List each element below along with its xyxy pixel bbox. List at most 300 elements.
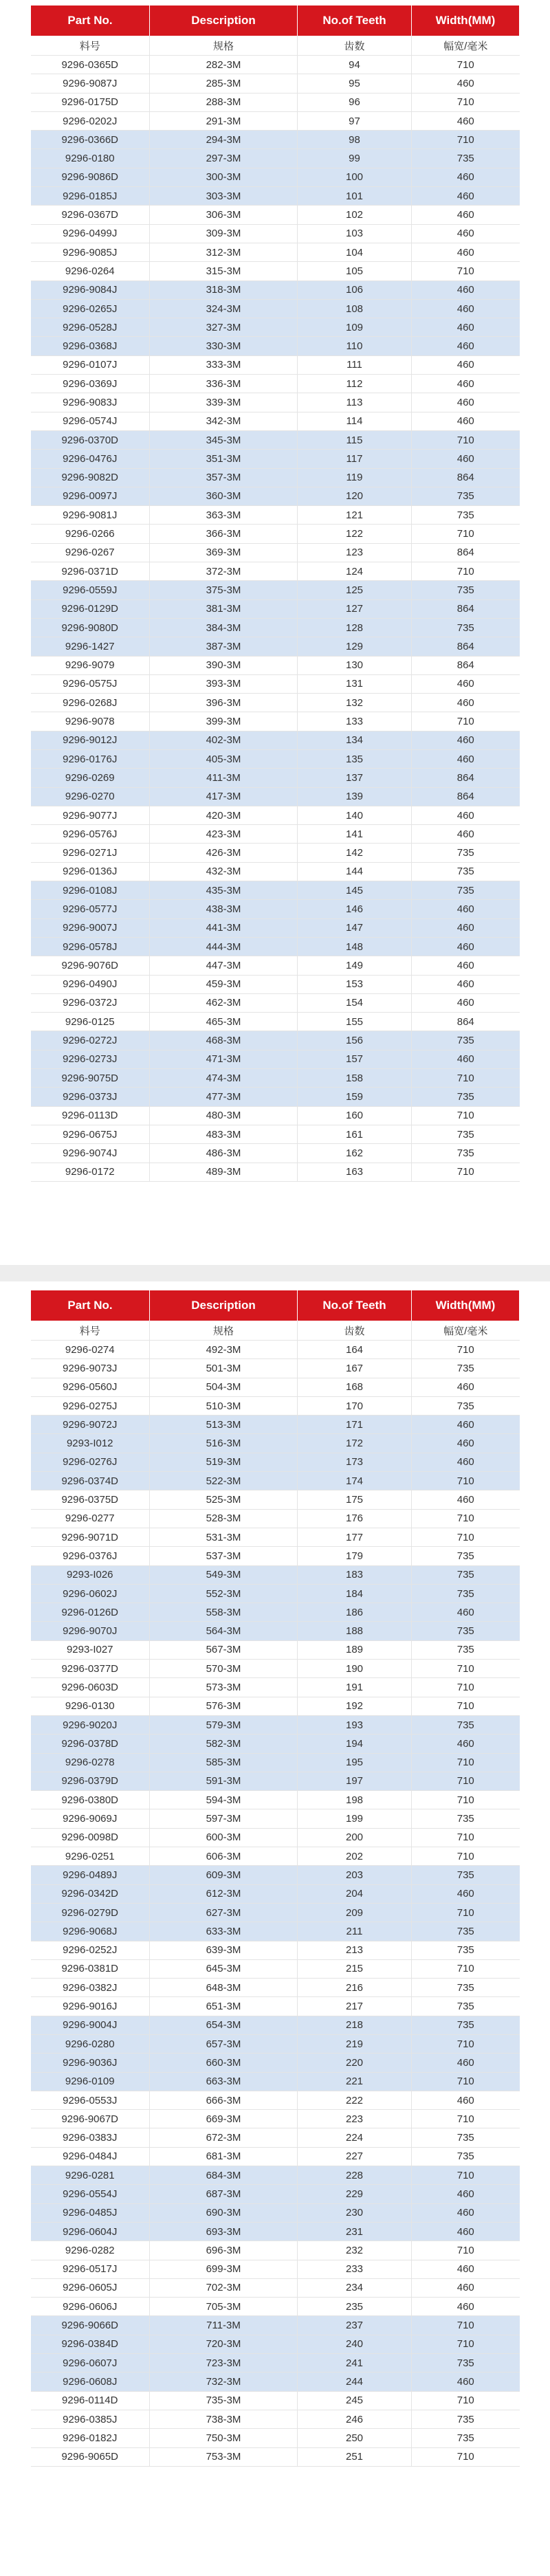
cell-width: 864 (412, 599, 520, 618)
cell-width: 735 (412, 1088, 520, 1106)
table-row (31, 1069, 520, 1088)
cell-description: 702-3M (150, 2278, 298, 2297)
cell-description: 522-3M (150, 1472, 298, 1490)
table-row (31, 900, 520, 918)
cell-width: 460 (412, 1050, 520, 1068)
cell-description: 465-3M (150, 1013, 298, 1031)
cell-width: 460 (412, 299, 520, 318)
table-row (31, 1809, 520, 1828)
cell-part-no: 9296-0603D (31, 1678, 150, 1697)
cell-teeth: 198 (298, 1791, 412, 1809)
cell-part-no: 9296-0607J (31, 2354, 150, 2373)
cell-part-no: 9296-9073J (31, 1359, 150, 1378)
cell-part-no: 9293-I026 (31, 1565, 150, 1584)
cell-width: 735 (412, 618, 520, 637)
cell-teeth: 240 (298, 2335, 412, 2353)
table-row (31, 56, 520, 74)
cell-part-no: 9296-0268J (31, 694, 150, 712)
cell-width: 735 (412, 2147, 520, 2166)
cell-part-no: 9296-0490J (31, 975, 150, 993)
cell-description: 723-3M (150, 2354, 298, 2373)
cell-part-no: 9296-0606J (31, 2298, 150, 2316)
cell-width: 710 (412, 525, 520, 543)
cell-width: 460 (412, 206, 520, 224)
table-row (31, 618, 520, 637)
cell-width: 460 (412, 975, 520, 993)
cell-description: 720-3M (150, 2335, 298, 2353)
cell-width: 710 (412, 712, 520, 731)
cell-part-no: 9296-0097J (31, 487, 150, 505)
cell-width: 735 (412, 1941, 520, 1959)
table-row (31, 787, 520, 806)
table-row (31, 243, 520, 261)
cell-teeth: 110 (298, 337, 412, 355)
table-row (31, 299, 520, 318)
table-row (31, 2185, 520, 2203)
cell-description: 474-3M (150, 1069, 298, 1088)
table-row (31, 543, 520, 562)
cell-description: 750-3M (150, 2429, 298, 2447)
cell-part-no: 9296-9067D (31, 2110, 150, 2128)
cell-part-no: 9296-0382J (31, 1979, 150, 1997)
table-row (31, 694, 520, 712)
cell-description: 327-3M (150, 318, 298, 337)
cell-width: 460 (412, 1416, 520, 1434)
cell-part-no: 9296-9036J (31, 2054, 150, 2072)
cell-part-no: 9296-9020J (31, 1715, 150, 1734)
cell-part-no: 9296-0528J (31, 318, 150, 337)
table-row (31, 1359, 520, 1378)
cell-part-no: 9296-0377D (31, 1660, 150, 1678)
subheader-width: 幅宽/毫米 (412, 36, 520, 56)
cell-width: 460 (412, 2278, 520, 2297)
cell-part-no: 9296-0485J (31, 2203, 150, 2222)
cell-width: 735 (412, 1715, 520, 1734)
cell-part-no: 9296-0281 (31, 2166, 150, 2185)
cell-width: 710 (412, 1106, 520, 1125)
cell-width: 735 (412, 1565, 520, 1584)
header-description: Description (150, 1290, 298, 1321)
cell-description: 510-3M (150, 1396, 298, 1415)
table-row (31, 749, 520, 768)
cell-description: 699-3M (150, 2260, 298, 2278)
cell-width: 710 (412, 2110, 520, 2128)
cell-width: 710 (412, 1472, 520, 1490)
table-row (31, 1979, 520, 1997)
cell-width: 460 (412, 375, 520, 393)
cell-teeth: 222 (298, 2091, 412, 2109)
cell-width: 710 (412, 1163, 520, 1181)
cell-width: 460 (412, 731, 520, 749)
cell-width: 735 (412, 1922, 520, 1941)
cell-teeth: 112 (298, 375, 412, 393)
cell-description: 645-3M (150, 1959, 298, 1978)
cell-part-no: 9296-0265J (31, 299, 150, 318)
table-row (31, 769, 520, 787)
cell-part-no: 9296-0266 (31, 525, 150, 543)
cell-description: 549-3M (150, 1565, 298, 1584)
cell-description: 405-3M (150, 749, 298, 768)
cell-teeth: 140 (298, 806, 412, 824)
cell-teeth: 161 (298, 1125, 412, 1143)
cell-part-no: 9296-0577J (31, 900, 150, 918)
cell-part-no: 9296-9069J (31, 1809, 150, 1828)
cell-part-no: 9296-0272J (31, 1031, 150, 1050)
cell-description: 459-3M (150, 975, 298, 993)
cell-width: 710 (412, 1959, 520, 1978)
table-row (31, 712, 520, 731)
cell-part-no: 9296-0383J (31, 2128, 150, 2147)
table-row (31, 1416, 520, 1434)
cell-part-no: 9296-0267 (31, 543, 150, 562)
table-row (31, 262, 520, 280)
cell-part-no: 9296-9085J (31, 243, 150, 261)
cell-description: 687-3M (150, 2185, 298, 2203)
table-row (31, 1528, 520, 1546)
cell-part-no: 9296-0378D (31, 1735, 150, 1753)
cell-part-no: 9296-9079 (31, 656, 150, 674)
cell-description: 282-3M (150, 56, 298, 74)
cell-part-no: 9296-0367D (31, 206, 150, 224)
cell-description: 681-3M (150, 2147, 298, 2166)
cell-teeth: 179 (298, 1547, 412, 1565)
table-row (31, 1125, 520, 1143)
cell-teeth: 183 (298, 1565, 412, 1584)
cell-teeth: 218 (298, 2016, 412, 2034)
cell-description: 684-3M (150, 2166, 298, 2185)
table-row (31, 2241, 520, 2260)
subheader-description: 规格 (150, 36, 298, 56)
cell-width: 735 (412, 1396, 520, 1415)
cell-width: 735 (412, 1359, 520, 1378)
cell-description: 531-3M (150, 1528, 298, 1546)
cell-teeth: 229 (298, 2185, 412, 2203)
cell-width: 864 (412, 769, 520, 787)
cell-teeth: 209 (298, 1903, 412, 1922)
cell-teeth: 220 (298, 2054, 412, 2072)
subheader-part-no: 料号 (31, 36, 150, 56)
cell-teeth: 177 (298, 1528, 412, 1546)
cell-part-no: 9296-0109 (31, 2072, 150, 2091)
subheader-teeth: 齿数 (298, 1321, 412, 1341)
table-row (31, 1715, 520, 1734)
cell-part-no: 9296-0576J (31, 825, 150, 844)
cell-width: 460 (412, 2091, 520, 2109)
table-row (31, 74, 520, 93)
cell-part-no: 9296-0282 (31, 2241, 150, 2260)
cell-width: 735 (412, 1809, 520, 1828)
cell-teeth: 109 (298, 318, 412, 337)
table-row (31, 1341, 520, 1359)
cell-teeth: 141 (298, 825, 412, 844)
cell-width: 710 (412, 56, 520, 74)
cell-teeth: 121 (298, 506, 412, 525)
cell-width: 710 (412, 2447, 520, 2466)
cell-width: 460 (412, 74, 520, 93)
cell-description: 732-3M (150, 2373, 298, 2391)
cell-width: 460 (412, 918, 520, 937)
cell-description: 435-3M (150, 881, 298, 900)
cell-description: 693-3M (150, 2222, 298, 2241)
cell-teeth: 173 (298, 1453, 412, 1471)
cell-teeth: 94 (298, 56, 412, 74)
cell-part-no: 9296-0578J (31, 937, 150, 956)
table-row (31, 825, 520, 844)
header-width: Width(MM) (412, 1290, 520, 1321)
cell-description: 606-3M (150, 1847, 298, 1866)
cell-description: 696-3M (150, 2241, 298, 2260)
cell-width: 735 (412, 2354, 520, 2373)
cell-width: 735 (412, 1031, 520, 1050)
cell-width: 735 (412, 844, 520, 862)
cell-teeth: 100 (298, 168, 412, 186)
cell-part-no: 9296-9016J (31, 1997, 150, 2016)
cell-teeth: 171 (298, 1416, 412, 1434)
cell-part-no: 9296-0373J (31, 1088, 150, 1106)
table-row (31, 1163, 520, 1181)
cell-description: 492-3M (150, 1341, 298, 1359)
cell-width: 735 (412, 1866, 520, 1884)
table-row (31, 1678, 520, 1697)
cell-teeth: 235 (298, 2298, 412, 2316)
cell-width: 735 (412, 581, 520, 599)
cell-part-no: 9296-0366D (31, 131, 150, 149)
cell-part-no: 9296-0369J (31, 375, 150, 393)
cell-teeth: 96 (298, 93, 412, 111)
cell-description: 384-3M (150, 618, 298, 637)
cell-teeth: 145 (298, 881, 412, 900)
cell-part-no: 9296-0602J (31, 1584, 150, 1603)
cell-width: 710 (412, 1528, 520, 1546)
subheader-part-no: 料号 (31, 1321, 150, 1341)
cell-part-no: 9296-0608J (31, 2373, 150, 2391)
cell-width: 460 (412, 168, 520, 186)
table-row (31, 1866, 520, 1884)
cell-teeth: 244 (298, 2373, 412, 2391)
cell-teeth: 176 (298, 1509, 412, 1528)
cell-part-no: 9296-0559J (31, 581, 150, 599)
cell-part-no: 9296-0381D (31, 1959, 150, 1978)
cell-description: 597-3M (150, 1809, 298, 1828)
cell-width: 735 (412, 1979, 520, 1997)
cell-part-no: 9296-0560J (31, 1378, 150, 1396)
cell-teeth: 191 (298, 1678, 412, 1697)
cell-description: 519-3M (150, 1453, 298, 1471)
table-row (31, 1144, 520, 1163)
cell-teeth: 164 (298, 1341, 412, 1359)
cell-description: 612-3M (150, 1884, 298, 1903)
cell-description: 513-3M (150, 1416, 298, 1434)
cell-width: 460 (412, 1490, 520, 1509)
cell-part-no: 9296-0108J (31, 881, 150, 900)
cell-part-no: 9296-0172 (31, 1163, 150, 1181)
header-part-no: Part No. (31, 1290, 150, 1321)
table-row (31, 2166, 520, 2185)
table-row (31, 93, 520, 111)
cell-description: 633-3M (150, 1922, 298, 1941)
cell-width: 735 (412, 487, 520, 505)
cell-part-no: 9296-0114D (31, 2391, 150, 2410)
subheader-teeth: 齿数 (298, 36, 412, 56)
table-row (31, 1753, 520, 1772)
cell-teeth: 168 (298, 1378, 412, 1396)
cell-width: 460 (412, 2298, 520, 2316)
cell-description: 342-3M (150, 412, 298, 430)
cell-teeth: 132 (298, 694, 412, 712)
cell-description: 579-3M (150, 1715, 298, 1734)
subheader-row (31, 36, 520, 56)
cell-part-no: 9296-0107J (31, 355, 150, 374)
cell-part-no: 9296-0251 (31, 1847, 150, 1866)
cell-description: 381-3M (150, 599, 298, 618)
cell-teeth: 106 (298, 280, 412, 299)
cell-width: 710 (412, 1903, 520, 1922)
cell-width: 460 (412, 224, 520, 243)
table-row (31, 1791, 520, 1809)
table-row (31, 1959, 520, 1978)
cell-width: 710 (412, 1753, 520, 1772)
cell-description: 525-3M (150, 1490, 298, 1509)
cell-teeth: 125 (298, 581, 412, 599)
header-width: Width(MM) (412, 5, 520, 36)
cell-width: 460 (412, 2054, 520, 2072)
cell-part-no: 9296-0280 (31, 2034, 150, 2053)
cell-part-no: 9296-9083J (31, 393, 150, 412)
cell-description: 651-3M (150, 1997, 298, 2016)
cell-part-no: 9296-0130 (31, 1697, 150, 1715)
cell-teeth: 149 (298, 956, 412, 975)
cell-description: 528-3M (150, 1509, 298, 1528)
cell-width: 735 (412, 2016, 520, 2034)
cell-part-no: 9296-0182J (31, 2429, 150, 2447)
cell-teeth: 233 (298, 2260, 412, 2278)
table-row (31, 1622, 520, 1640)
cell-width: 864 (412, 468, 520, 487)
table-row (31, 450, 520, 468)
cell-part-no: 9296-0365D (31, 56, 150, 74)
cell-teeth: 148 (298, 937, 412, 956)
cell-width: 710 (412, 1509, 520, 1528)
cell-description: 558-3M (150, 1603, 298, 1622)
cell-teeth: 215 (298, 1959, 412, 1978)
cell-description: 573-3M (150, 1678, 298, 1697)
header-teeth: No.of Teeth (298, 5, 412, 36)
table-row (31, 975, 520, 993)
table-row (31, 562, 520, 581)
cell-teeth: 95 (298, 74, 412, 93)
cell-part-no: 9296-0202J (31, 111, 150, 130)
cell-teeth: 156 (298, 1031, 412, 1050)
cell-part-no: 9296-0368J (31, 337, 150, 355)
table-row (31, 280, 520, 299)
cell-part-no: 9296-0499J (31, 224, 150, 243)
cell-width: 735 (412, 2128, 520, 2147)
cell-description: 471-3M (150, 1050, 298, 1068)
cell-width: 710 (412, 1791, 520, 1809)
cell-description: 600-3M (150, 1828, 298, 1847)
cell-teeth: 163 (298, 1163, 412, 1181)
cell-width: 460 (412, 243, 520, 261)
cell-teeth: 190 (298, 1660, 412, 1678)
cell-description: 660-3M (150, 2054, 298, 2072)
cell-description: 666-3M (150, 2091, 298, 2109)
table-row (31, 1378, 520, 1396)
header-teeth: No.of Teeth (298, 1290, 412, 1321)
cell-width: 460 (412, 900, 520, 918)
cell-teeth: 197 (298, 1772, 412, 1790)
cell-part-no: 9296-0185J (31, 187, 150, 206)
table-row (31, 2373, 520, 2391)
cell-part-no: 9296-0098D (31, 1828, 150, 1847)
cell-teeth: 186 (298, 1603, 412, 1622)
table-row (31, 1884, 520, 1903)
table-row (31, 1997, 520, 2016)
cell-description: 657-3M (150, 2034, 298, 2053)
cell-part-no: 9296-0371D (31, 562, 150, 581)
table-row (31, 2447, 520, 2466)
cell-part-no: 9296-0273J (31, 1050, 150, 1068)
cell-description: 312-3M (150, 243, 298, 261)
cell-teeth: 111 (298, 355, 412, 374)
cell-part-no: 9296-9012J (31, 731, 150, 749)
cell-width: 710 (412, 93, 520, 111)
cell-description: 585-3M (150, 1753, 298, 1772)
cell-teeth: 131 (298, 674, 412, 693)
cell-teeth: 189 (298, 1640, 412, 1659)
cell-teeth: 127 (298, 599, 412, 618)
cell-part-no: 9296-0476J (31, 450, 150, 468)
table-row (31, 1106, 520, 1125)
cell-width: 460 (412, 749, 520, 768)
cell-teeth: 103 (298, 224, 412, 243)
cell-teeth: 146 (298, 900, 412, 918)
cell-part-no: 9296-9081J (31, 506, 150, 525)
cell-description: 309-3M (150, 224, 298, 243)
cell-description: 423-3M (150, 825, 298, 844)
cell-teeth: 139 (298, 787, 412, 806)
cell-description: 363-3M (150, 506, 298, 525)
cell-description: 375-3M (150, 581, 298, 599)
cell-part-no: 9296-1427 (31, 637, 150, 656)
cell-description: 537-3M (150, 1547, 298, 1565)
cell-description: 324-3M (150, 299, 298, 318)
cell-teeth: 142 (298, 844, 412, 862)
cell-teeth: 241 (298, 2354, 412, 2373)
cell-teeth: 223 (298, 2110, 412, 2128)
cell-teeth: 174 (298, 1472, 412, 1490)
cell-description: 333-3M (150, 355, 298, 374)
cell-description: 411-3M (150, 769, 298, 787)
cell-teeth: 113 (298, 393, 412, 412)
cell-description: 567-3M (150, 1640, 298, 1659)
cell-width: 735 (412, 149, 520, 168)
cell-part-no: 9296-0605J (31, 2278, 150, 2297)
cell-description: 291-3M (150, 111, 298, 130)
cell-teeth: 160 (298, 1106, 412, 1125)
header-row (31, 5, 520, 36)
cell-teeth: 231 (298, 2222, 412, 2241)
cell-part-no: 9296-0275J (31, 1396, 150, 1415)
table-row (31, 1660, 520, 1678)
cell-width: 710 (412, 2335, 520, 2353)
cell-part-no: 9296-9082D (31, 468, 150, 487)
cell-width: 864 (412, 656, 520, 674)
table-row (31, 2298, 520, 2316)
cell-width: 735 (412, 1622, 520, 1640)
cell-part-no: 9296-0126D (31, 1603, 150, 1622)
cell-description: 564-3M (150, 1622, 298, 1640)
cell-width: 735 (412, 506, 520, 525)
